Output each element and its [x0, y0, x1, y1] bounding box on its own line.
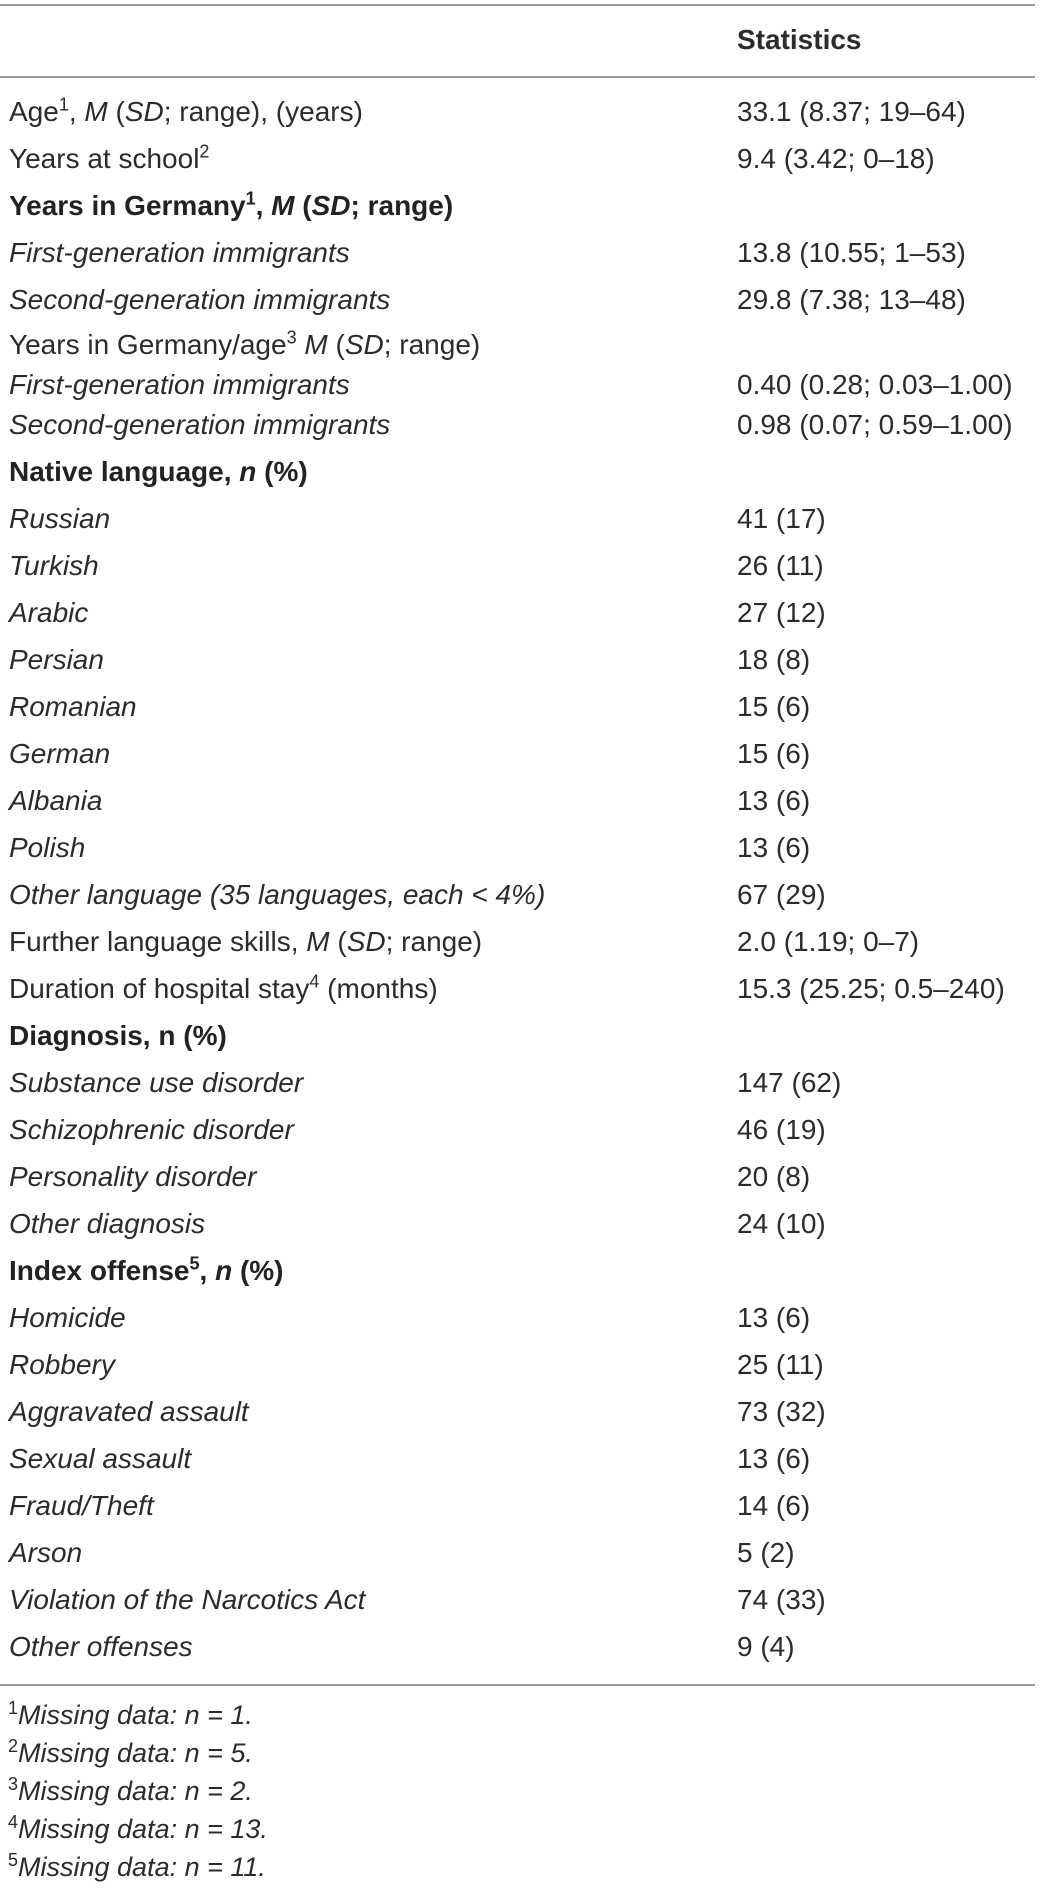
- row-value: 27 (12): [737, 597, 826, 628]
- table-row-schizophrenic: [9, 1106, 1029, 1153]
- table-row-german: [9, 730, 1029, 777]
- row-label: Other language (35 languages, each < 4%): [9, 879, 546, 910]
- row-label: Second-generation immigrants: [9, 284, 391, 315]
- table-row-further-language: [9, 918, 1029, 965]
- row-value: 13 (6): [737, 785, 811, 816]
- table-row-age: [9, 88, 1029, 135]
- row-value: 14 (6): [737, 1490, 811, 1521]
- row-label: Substance use disorder: [9, 1067, 304, 1098]
- row-label: Sexual assault: [9, 1443, 192, 1474]
- row-value: 13 (6): [737, 1302, 811, 1333]
- section-heading-index-offense: [9, 1247, 1029, 1294]
- table-row-romanian: [9, 683, 1029, 730]
- table-row-robbery: [9, 1341, 1029, 1388]
- table-row-other-offenses: [9, 1623, 1029, 1670]
- footnote-3: $^3$Missing data: n = 2.: [8, 1774, 253, 1806]
- row-label: Age$^1$, M (SD; range), (years): [9, 94, 363, 127]
- table-row-arabic: [9, 589, 1029, 636]
- row-label: German: [9, 738, 111, 769]
- row-label: Other diagnosis: [9, 1208, 206, 1239]
- row-label: Polish: [9, 832, 86, 863]
- footnote-4: $^4$Missing data: n = 13.: [8, 1812, 268, 1844]
- row-label: Arson: [9, 1537, 83, 1568]
- section-heading-years-in-germany: [9, 182, 1029, 229]
- table-row-hospital-stay: [9, 965, 1029, 1012]
- row-value: 25 (11): [737, 1349, 824, 1380]
- row-value: 0.98 (0.07; 0.59–1.00): [737, 409, 1013, 440]
- row-value: 0.40 (0.28; 0.03–1.00): [737, 369, 1013, 400]
- table-row-narcotics-act: [9, 1576, 1029, 1623]
- row-label: Schizophrenic disorder: [9, 1114, 294, 1145]
- row-value: 20 (8): [737, 1161, 811, 1192]
- row-label: First-generation immigrants: [9, 369, 350, 400]
- row-value: 13 (6): [737, 1443, 811, 1474]
- row-label: Diagnosis, n (%): [9, 1020, 227, 1051]
- footnote-5: $^5$Missing data: n = 11.: [8, 1850, 266, 1882]
- table-row-polish: [9, 824, 1029, 871]
- row-value: 15.3 (25.25; 0.5–240): [737, 973, 1005, 1004]
- table-row-homicide: [9, 1294, 1029, 1341]
- row-value: 13.8 (10.55; 1–53): [737, 237, 966, 268]
- row-label: Arabic: [9, 597, 89, 628]
- row-value: 67 (29): [737, 879, 826, 910]
- table-row-first-gen-years: [9, 229, 1029, 276]
- row-value: 18 (8): [737, 644, 811, 675]
- row-label: Russian: [9, 503, 111, 534]
- section-heading-years-age-ratio: [9, 325, 1029, 365]
- row-value: 73 (32): [737, 1396, 826, 1427]
- table-row-aggravated-assault: [9, 1388, 1029, 1435]
- row-label: Personality disorder: [9, 1161, 257, 1192]
- row-label: Duration of hospital stay$^4$ (months): [9, 971, 438, 1004]
- table-row-second-gen-ratio: [9, 405, 1029, 445]
- row-label: Persian: [9, 644, 104, 675]
- footnote-1: $^1$Missing data: n = 1.: [8, 1698, 253, 1730]
- row-value: 147 (62): [737, 1067, 842, 1098]
- column-header-statistics: Statistics: [737, 24, 862, 55]
- row-label: Second-generation immigrants: [9, 409, 391, 440]
- row-label: Further language skills, M (SD; range): [9, 926, 483, 957]
- table-row-substance-use: [9, 1059, 1029, 1106]
- row-label: Fraud/Theft: [9, 1490, 154, 1521]
- row-value: 9.4 (3.42; 0–18): [737, 143, 935, 174]
- table-row-school: [9, 135, 1029, 182]
- row-label: Turkish: [9, 550, 99, 581]
- row-label: Index offense$^5$, n (%): [9, 1253, 284, 1286]
- row-label: Other offenses: [9, 1631, 193, 1662]
- row-value: 9 (4): [737, 1631, 795, 1662]
- table-row-first-gen-ratio: [9, 365, 1029, 405]
- table-row-turkish: [9, 542, 1029, 589]
- footnote-2: $^2$Missing data: n = 5.: [8, 1736, 253, 1768]
- bottom-rule: [0, 1684, 1035, 1686]
- row-label: Native language, n (%): [9, 456, 308, 487]
- header-rule: [0, 76, 1035, 78]
- section-heading-native-language: [9, 448, 1029, 495]
- row-value: 15 (6): [737, 691, 811, 722]
- row-label: Years at school$^2$: [9, 141, 210, 174]
- row-label: Violation of the Narcotics Act: [9, 1584, 366, 1615]
- row-value: 2.0 (1.19; 0–7): [737, 926, 920, 957]
- row-label: Romanian: [9, 691, 137, 722]
- row-label: Albania: [9, 785, 103, 816]
- row-value: 24 (10): [737, 1208, 826, 1239]
- row-label: Years in Germany$^1$, M (SD; range): [9, 188, 454, 221]
- row-label: Years in Germany/age$^3$ M (SD; range): [9, 327, 481, 360]
- table-row-other-language: [9, 871, 1029, 918]
- table-row-albania: [9, 777, 1029, 824]
- row-label: Aggravated assault: [9, 1396, 249, 1427]
- table-row-sexual-assault: [9, 1435, 1029, 1482]
- row-value: 41 (17): [737, 503, 826, 534]
- row-value: 15 (6): [737, 738, 811, 769]
- table-row-fraud-theft: [9, 1482, 1029, 1529]
- top-rule: [0, 4, 1035, 6]
- row-value: 5 (2): [737, 1537, 795, 1568]
- table-row-russian: [9, 495, 1029, 542]
- table-row-second-gen-years: [9, 276, 1029, 323]
- row-label: Homicide: [9, 1302, 126, 1333]
- row-value: 29.8 (7.38; 13–48): [737, 284, 966, 315]
- row-label: Robbery: [9, 1349, 115, 1380]
- table-row-personality: [9, 1153, 1029, 1200]
- table-row-other-diagnosis: [9, 1200, 1029, 1247]
- row-value: 46 (19): [737, 1114, 826, 1145]
- row-value: 33.1 (8.37; 19–64): [737, 96, 966, 127]
- row-label: First-generation immigrants: [9, 237, 350, 268]
- section-heading-diagnosis: [9, 1012, 1029, 1059]
- row-value: 26 (11): [737, 550, 824, 581]
- table-row-arson: [9, 1529, 1029, 1576]
- table-row-persian: [9, 636, 1029, 683]
- row-value: 13 (6): [737, 832, 811, 863]
- row-value: 74 (33): [737, 1584, 826, 1615]
